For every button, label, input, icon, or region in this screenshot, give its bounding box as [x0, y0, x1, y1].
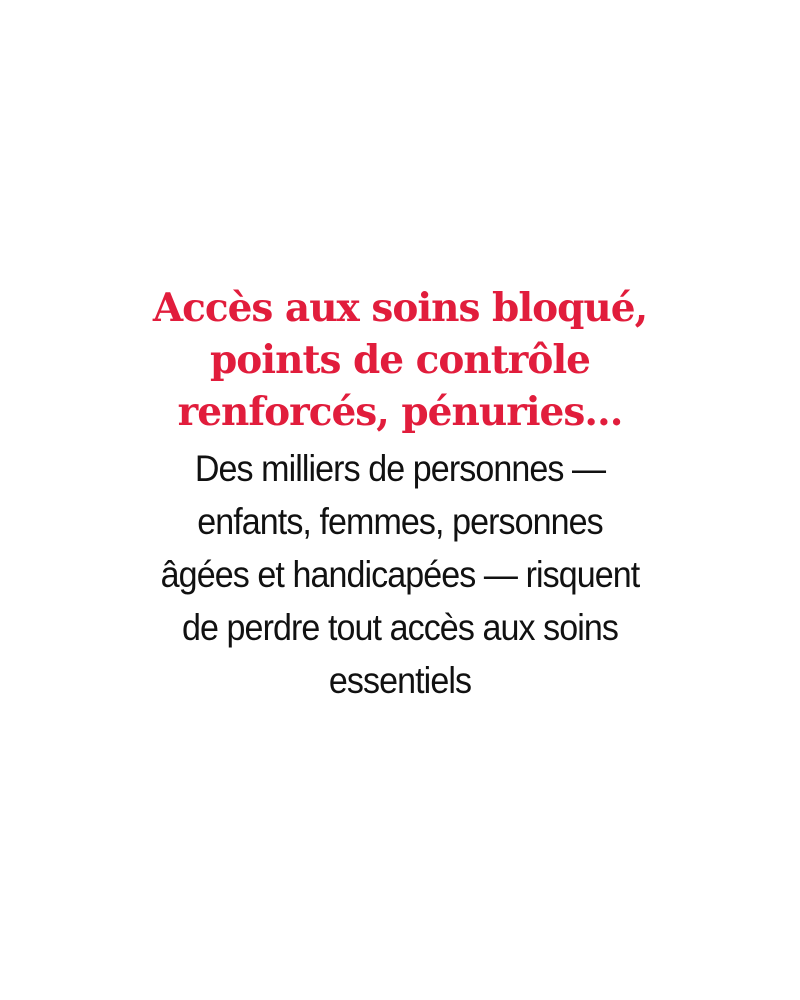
- headline-line: Accès aux soins bloqué,: [152, 285, 648, 331]
- post-content: [0, 282, 800, 707]
- body-line: de perdre tout accès aux soins: [181, 607, 618, 648]
- body-line: Des milliers de personnes —: [194, 448, 606, 489]
- body-line: âgées et handicapées — risquent: [160, 554, 640, 595]
- headline-line: renforcés, pénuries…: [177, 389, 623, 435]
- headline: [80, 282, 720, 438]
- body-line: enfants, femmes, personnes: [197, 501, 603, 542]
- body-text: [106, 442, 695, 707]
- headline-line: points de contrôle: [210, 337, 590, 383]
- body-line: essentiels: [328, 660, 472, 701]
